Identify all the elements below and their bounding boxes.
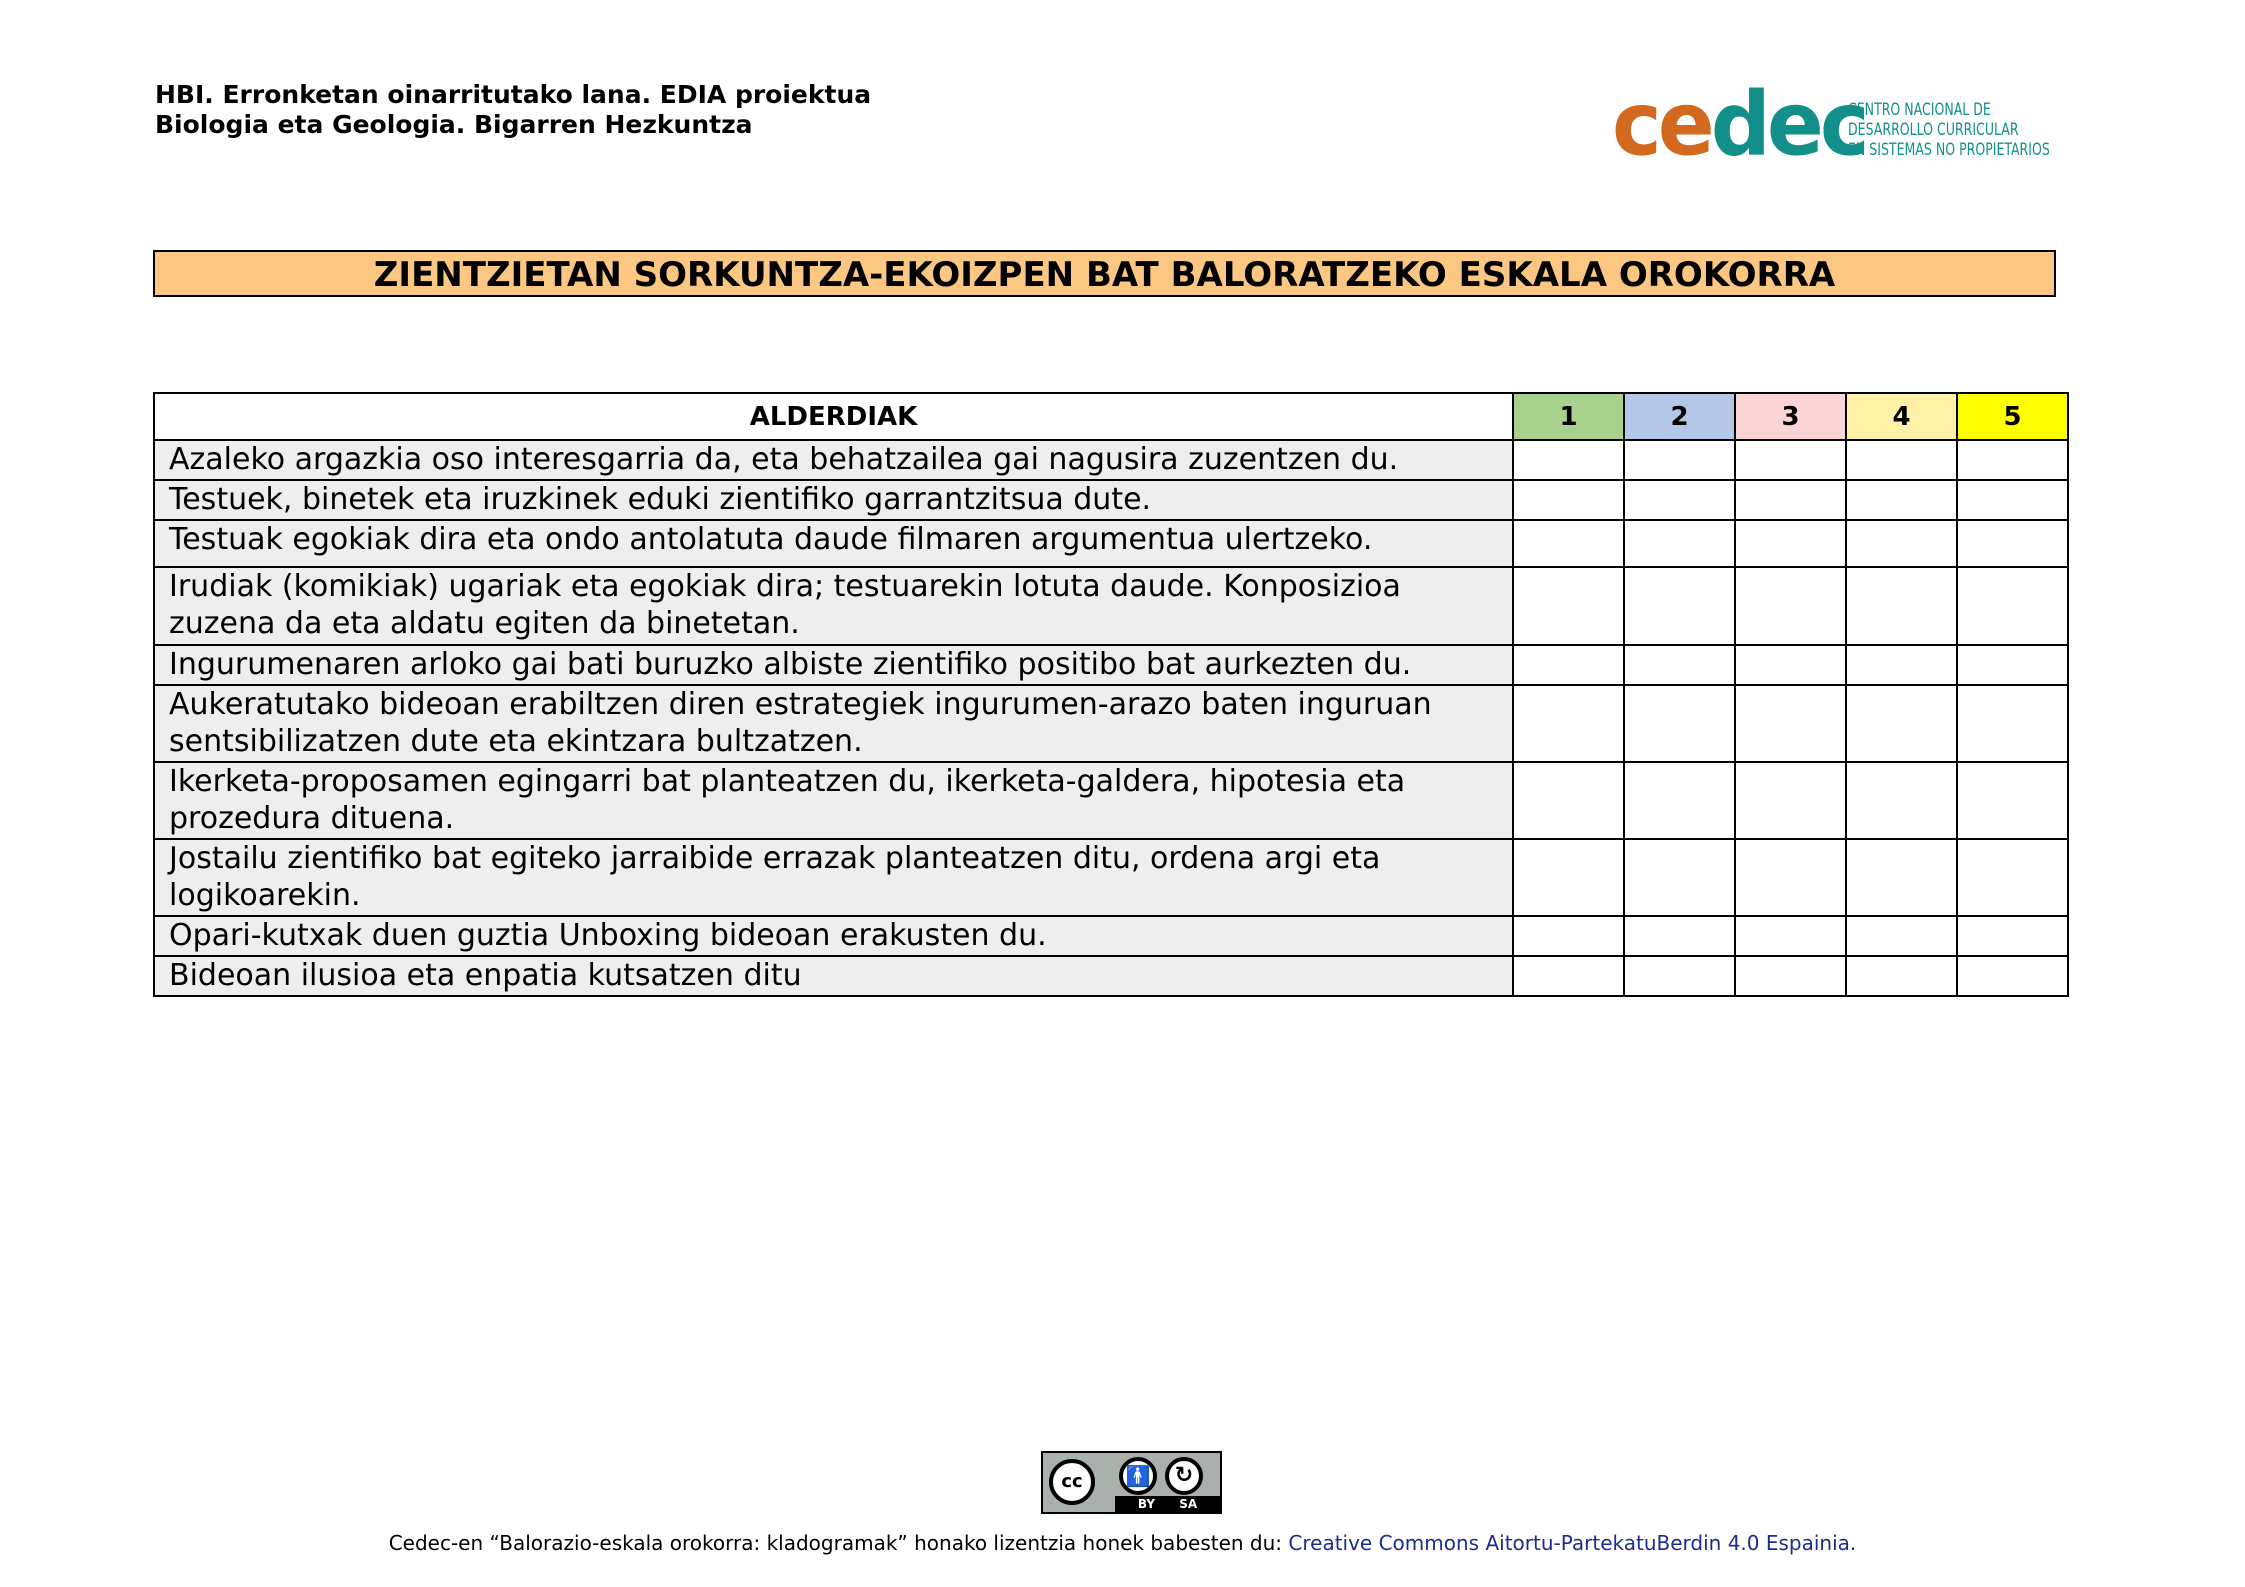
score-cell[interactable] xyxy=(1513,956,1624,996)
score-cell[interactable] xyxy=(1624,956,1735,996)
aspect-cell: Irudiak (komikiak) ugariak eta egokiak dira; testuarekin lotuta daude. Konposizioa zuzena da eta aldatu egiten da binetetan. xyxy=(154,567,1513,645)
table-row xyxy=(154,440,2068,480)
cedec-logo-subtitle xyxy=(1848,100,2050,160)
score-cell[interactable] xyxy=(1735,567,1846,645)
score-cell[interactable] xyxy=(1513,520,1624,567)
score-cell[interactable] xyxy=(1846,567,1957,645)
score-cell[interactable] xyxy=(1735,916,1846,956)
score-header-5: 5 xyxy=(1957,393,2068,440)
rubric-header-row xyxy=(154,393,2068,440)
cc-badge-strip xyxy=(1115,1496,1220,1512)
logo-word-orange: ce xyxy=(1612,72,1711,176)
badge-by-label: BY xyxy=(1137,1497,1156,1511)
score-cell[interactable] xyxy=(1957,567,2068,645)
score-header-2: 2 xyxy=(1624,393,1735,440)
license-notice xyxy=(0,1530,2245,1556)
score-cell[interactable] xyxy=(1957,480,2068,520)
score-cell[interactable] xyxy=(1957,645,2068,685)
score-cell[interactable] xyxy=(1513,567,1624,645)
score-cell[interactable] xyxy=(1624,762,1735,839)
table-row xyxy=(154,567,2068,645)
score-cell[interactable] xyxy=(1624,685,1735,762)
score-cell[interactable] xyxy=(1513,839,1624,916)
score-cell[interactable] xyxy=(1513,916,1624,956)
logo-sub-line-1: CENTRO NACIONAL DE xyxy=(1848,100,1991,120)
table-row xyxy=(154,762,2068,839)
score-cell[interactable] xyxy=(1513,440,1624,480)
score-cell[interactable] xyxy=(1624,916,1735,956)
rubric-table xyxy=(153,392,2069,997)
score-cell[interactable] xyxy=(1735,956,1846,996)
score-cell[interactable] xyxy=(1624,645,1735,685)
score-cell[interactable] xyxy=(1624,567,1735,645)
score-cell[interactable] xyxy=(1957,685,2068,762)
aspect-cell: Bideoan ilusioa eta enpatia kutsatzen ditu xyxy=(154,956,1513,996)
header-line-2: Biologia eta Geologia. Bigarren Hezkuntza xyxy=(155,110,753,139)
score-cell[interactable] xyxy=(1957,520,2068,567)
score-cell[interactable] xyxy=(1735,480,1846,520)
header-line-1: HBI. Erronketan oinarritutako lana. EDIA proiektua xyxy=(155,80,872,109)
score-cell[interactable] xyxy=(1846,440,1957,480)
aspect-cell: Aukeratutako bideoan erabiltzen diren estrategiek ingurumen-arazo baten inguruan sentsibilizatzen dute eta ekintzara bultzatzen. xyxy=(154,685,1513,762)
table-row xyxy=(154,839,2068,916)
score-cell[interactable] xyxy=(1846,956,1957,996)
document-header xyxy=(155,80,871,140)
aspect-cell: Testuak egokiak dira eta ondo antolatuta daude filmaren argumentua ulertzeko. xyxy=(154,520,1513,567)
score-cell[interactable] xyxy=(1846,480,1957,520)
badge-sa-label: SA xyxy=(1179,1497,1198,1511)
license-text: Cedec-en “Balorazio-eskala orokorra: kladogramak” honako lizentzia honek babesten du: xyxy=(388,1531,1289,1555)
score-cell[interactable] xyxy=(1513,645,1624,685)
logo-sub-line-2: DESARROLLO CURRICULAR xyxy=(1848,120,2019,140)
score-header-4: 4 xyxy=(1846,393,1957,440)
table-row xyxy=(154,520,2068,567)
score-cell[interactable] xyxy=(1957,839,2068,916)
sa-icon: ↻ xyxy=(1165,1457,1203,1495)
aspect-column-header: ALDERDIAK xyxy=(154,393,1513,440)
score-cell[interactable] xyxy=(1735,685,1846,762)
table-row xyxy=(154,916,2068,956)
score-cell[interactable] xyxy=(1513,480,1624,520)
score-cell[interactable] xyxy=(1957,956,2068,996)
score-cell[interactable] xyxy=(1846,520,1957,567)
score-cell[interactable] xyxy=(1624,839,1735,916)
cc-icon: cc xyxy=(1049,1459,1095,1505)
cc-license-badge[interactable] xyxy=(1041,1451,1222,1514)
aspect-cell: Opari-kutxak duen guztia Unboxing bideoan erakusten du. xyxy=(154,916,1513,956)
score-cell[interactable] xyxy=(1735,839,1846,916)
score-cell[interactable] xyxy=(1624,480,1735,520)
page-title: ZIENTZIETAN SORKUNTZA-EKOIZPEN BAT BALORATZEKO ESKALA OROKORRA xyxy=(153,250,2056,297)
aspect-cell: Azaleko argazkia oso interesgarria da, eta behatzailea gai nagusira zuzentzen du. xyxy=(154,440,1513,480)
score-cell[interactable] xyxy=(1735,762,1846,839)
score-cell[interactable] xyxy=(1957,916,2068,956)
score-cell[interactable] xyxy=(1846,839,1957,916)
score-cell[interactable] xyxy=(1957,440,2068,480)
score-cell[interactable] xyxy=(1513,762,1624,839)
aspect-cell: Testuek, binetek eta iruzkinek eduki zientifiko garrantzitsua dute. xyxy=(154,480,1513,520)
score-cell[interactable] xyxy=(1624,520,1735,567)
aspect-cell: Jostailu zientifiko bat egiteko jarraibide errazak planteatzen ditu, ordena argi eta logikoarekin. xyxy=(154,839,1513,916)
table-row xyxy=(154,685,2068,762)
cedec-logo xyxy=(1612,72,2092,176)
score-header-1: 1 xyxy=(1513,393,1624,440)
cedec-logo-word xyxy=(1612,72,1866,177)
score-header-3: 3 xyxy=(1735,393,1846,440)
logo-sub-line-3: EN SISTEMAS NO PROPIETARIOS xyxy=(1848,140,2050,160)
score-cell[interactable] xyxy=(1846,645,1957,685)
score-cell[interactable] xyxy=(1513,685,1624,762)
score-cell[interactable] xyxy=(1846,916,1957,956)
score-cell[interactable] xyxy=(1846,762,1957,839)
table-row xyxy=(154,956,2068,996)
score-cell[interactable] xyxy=(1846,685,1957,762)
table-row xyxy=(154,480,2068,520)
license-link[interactable]: Creative Commons Aitortu-PartekatuBerdin 4.0 Espainia. xyxy=(1288,1531,1857,1555)
aspect-cell: Ingurumenaren arloko gai bati buruzko albiste zientifiko positibo bat aurkezten du. xyxy=(154,645,1513,685)
score-cell[interactable] xyxy=(1735,645,1846,685)
table-row xyxy=(154,645,2068,685)
score-cell[interactable] xyxy=(1624,440,1735,480)
by-icon: 🚹 xyxy=(1119,1457,1157,1495)
logo-word-teal: dec xyxy=(1710,72,1866,176)
score-cell[interactable] xyxy=(1957,762,2068,839)
score-cell[interactable] xyxy=(1735,520,1846,567)
aspect-cell: Ikerketa-proposamen egingarri bat planteatzen du, ikerketa-galdera, hipotesia eta prozedura dituena. xyxy=(154,762,1513,839)
score-cell[interactable] xyxy=(1735,440,1846,480)
